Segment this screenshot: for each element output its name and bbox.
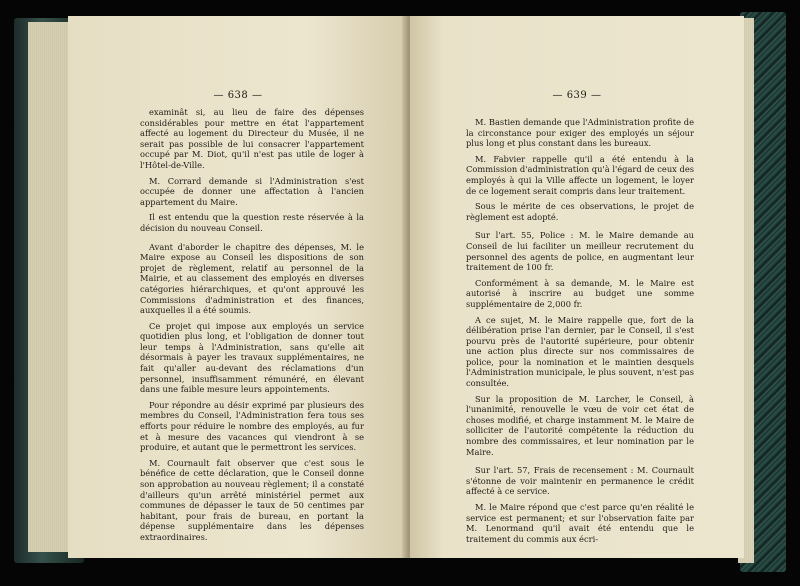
paragraph: Sur l'art. 57, Frais de recensement : M. Cournault s'étonne de voir maintenir en permanence le crédit affecté à ce service. [466, 465, 694, 497]
paragraph: Sur la proposition de M. Larcher, le Conseil, à l'unanimité, renouvelle le vœu de voir cet état de choses modifié, et charge instamment M. le Maire de solliciter de l'autorité compétente la réduction du nombre des commissaires, et leur nomination par le Maire. [466, 393, 694, 457]
paragraph: examinât si, au lieu de faire des dépenses considérables pour mettre en état l'appartement affecté au logement du Directeur du Musée, il ne serait pas possible de lui consacrer l'appartement occupé par M. Diot, qu'il n'est pas utile de loger à l'Hôtel-de-Ville. [140, 107, 364, 170]
paragraph: M. Bastien demande que l'Administration profite de la circonstance pour exiger des employés un séjour plus long et plus constant dans les bureaux. [466, 117, 694, 149]
page-text [466, 117, 694, 549]
paragraph: M. Fabvier rappelle qu'il a été entendu à la Commission d'administration qu'à l'égard de ceux des employés à qui la Ville affecte un logement, le loyer de ce logement serait compris dans leur traitement. [466, 153, 694, 196]
page-number: — 639 — [552, 90, 602, 101]
paragraph: Ce projet qui impose aux employés un service quotidien plus long, et l'obligation de donner tout leur temps à l'Administration, sans qu'elle ait désormais à payer les travaux supplémentaires, ne fait qu'aller au-devant des réclamations d'un personnel, insuffisamment rémunéré, en élevant dans une faible mesure leurs appointements. [140, 320, 364, 395]
paragraph: Il est entendu que la question reste réservée à la décision du nouveau Conseil. [140, 212, 364, 233]
paragraph: M. le Maire répond que c'est parce qu'en réalité le service est permanent; et sur l'observation faite par M. Lenormand qu'il avait été entendu que le traitement du commis aux écri- [466, 502, 694, 544]
paragraph: Conformément à sa demande, M. le Maire est autorisé à inscrire au budget une somme supplémentaire de 2,000 fr. [466, 277, 694, 309]
page-text [140, 107, 364, 548]
paragraph: Pour répondre au désir exprimé par plusieurs des membres du Conseil, l'Administration fera tous ses efforts pour réduire le nombre des employés, au fur et à mesure des vacances qui viendront à se produire, et autant que le permettront les services. [140, 399, 364, 453]
paragraph: Avant d'aborder le chapitre des dépenses, M. le Maire expose au Conseil les dispositions de son projet de règlement, relatif au personnel de la Mairie, et au classement des employés en diverses catégories hiérarchiques, et qu'ont approuvé les Commissions d'administration et des finances, auxquelles il a été soumis. [140, 241, 364, 316]
right-page [410, 16, 744, 558]
paragraph: M. Corrard demande si l'Administration s'est occupée de donner une affectation à l'ancien appartement du Maire. [140, 175, 364, 207]
left-page [68, 16, 408, 558]
paragraph: A ce sujet, M. le Maire rappelle que, fort de la délibération prise l'an dernier, par le Conseil, il s'est pourvu près de l'autorité supérieure, pour obtenir une action plus directe sur nos commissaires de police, pour la nomination et le maintien desquels l'Administration municipale, le plus souvent, n'est pas consultée. [466, 314, 694, 389]
paragraph: Sous le mérite de ces observations, le projet de règlement est adopté. [466, 201, 694, 222]
paragraph: M. Cournault fait observer que c'est sous le bénéfice de cette déclaration, que le Conseil donne son approbation au nouveau règlement; il a constaté d'ailleurs qu'un arrêté ministériel permet aux communes de dépasser le taux de 50 centimes par habitant, pour frais de bureau, en portant la dépense supplémentaire dans les dépenses extraordinaires. [140, 457, 364, 542]
paragraph: Sur l'art. 55, Police : M. le Maire demande au Conseil de lui faciliter un meilleur recrutement du personnel des agents de police, en augmentant leur traitement de 100 fr. [466, 230, 694, 273]
page-number: — 638 — [213, 90, 263, 101]
